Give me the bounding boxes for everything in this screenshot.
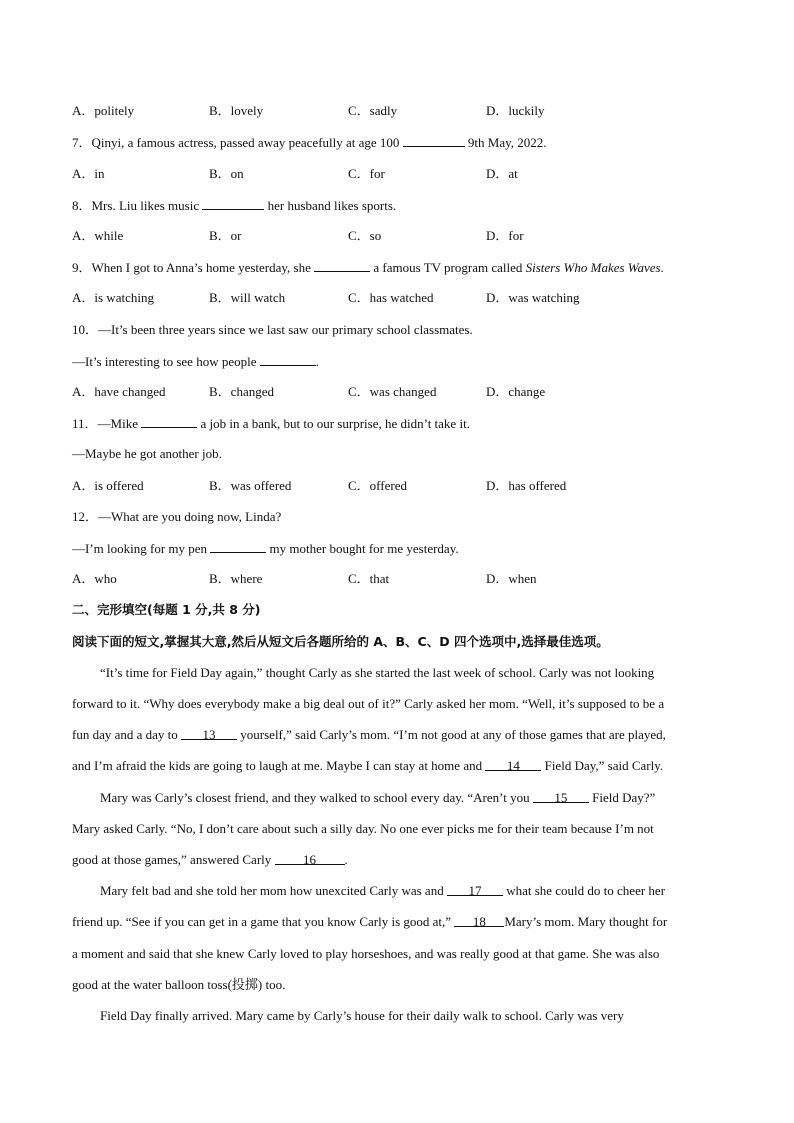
q11-option-d[interactable]: D．has offered bbox=[486, 478, 567, 493]
passage-line: Mary felt bad and she told her mom how unexcited Carly was and 17 what she could do to cheer her bbox=[100, 883, 666, 898]
q7-option-a[interactable]: A．in bbox=[72, 166, 105, 181]
passage-line: “It’s time for Field Day again,” thought Carly as she started the last week of school. Carly was not looking bbox=[100, 665, 655, 680]
q6-option-d[interactable]: D．luckily bbox=[486, 103, 545, 118]
q11-option-a[interactable]: A．is offered bbox=[72, 478, 144, 493]
q8-stem: 8．Mrs. Liu likes music her husband likes sports. bbox=[72, 198, 397, 213]
section-instruction: 阅读下面的短文,掌握其大意,然后从短文后各题所给的 A、B、C、D 四个选项中,选择最佳选项。 bbox=[72, 634, 609, 649]
q7-option-d[interactable]: D．at bbox=[486, 166, 518, 181]
cloze-blank-14[interactable]: 14 bbox=[485, 758, 541, 771]
q9-option-d[interactable]: D．was watching bbox=[486, 290, 580, 305]
q6-option-c[interactable]: C．sadly bbox=[348, 103, 398, 118]
passage-line: a moment and said that she knew Carly loved to play horseshoes, and was really good at that game. She was also bbox=[72, 946, 660, 961]
q8-option-b[interactable]: B．or bbox=[209, 228, 242, 243]
section-heading: 二、完形填空(每题 1 分,共 8 分) bbox=[72, 602, 261, 617]
cloze-blank-13[interactable]: 13 bbox=[181, 727, 237, 740]
passage-line: and I’m afraid the kids are going to laugh at me. Maybe I can stay at home and 14 Field Day,” said Carly. bbox=[72, 758, 664, 773]
q11-line1: 11．—Mike a job in a bank, but to our surprise, he didn’t take it. bbox=[72, 416, 470, 431]
q10-option-b[interactable]: B．changed bbox=[209, 384, 274, 399]
q10-line2: —It’s interesting to see how people . bbox=[72, 354, 319, 369]
passage-line: Mary was Carly’s closest friend, and they walked to school every day. “Aren’t you 15 Field Day?” bbox=[100, 790, 656, 805]
q8-blank bbox=[202, 197, 264, 210]
q9-option-b[interactable]: B．will watch bbox=[209, 290, 286, 305]
q9-blank bbox=[314, 259, 370, 272]
program-title: Sisters Who Makes Waves bbox=[525, 260, 661, 275]
q11-blank bbox=[141, 415, 197, 428]
q6-option-a[interactable]: A．politely bbox=[72, 103, 135, 118]
q10-option-a[interactable]: A．have changed bbox=[72, 384, 166, 399]
q9-option-c[interactable]: C．has watched bbox=[348, 290, 434, 305]
q7-stem: 7．Qinyi, a famous actress, passed away peacefully at age 100 9th May, 2022. bbox=[72, 135, 547, 150]
passage-line: Mary asked Carly. “No, I don’t care about such a silly day. No one ever picks me for their team because I’m not bbox=[72, 821, 654, 836]
q7-option-b[interactable]: B．on bbox=[209, 166, 244, 181]
q8-option-c[interactable]: C．so bbox=[348, 228, 382, 243]
cloze-blank-15[interactable]: 15 bbox=[533, 790, 589, 803]
cloze-blank-16[interactable]: 16 bbox=[275, 852, 345, 865]
q7-option-c[interactable]: C．for bbox=[348, 166, 385, 181]
q12-line1: 12．—What are you doing now, Linda? bbox=[72, 509, 282, 524]
q11-line2: —Maybe he got another job. bbox=[72, 446, 222, 461]
q7-blank bbox=[403, 134, 465, 147]
q12-blank bbox=[210, 540, 266, 553]
passage-line: good at the water balloon toss(投掷) too. bbox=[72, 977, 286, 992]
q11-option-b[interactable]: B．was offered bbox=[209, 478, 292, 493]
q10-blank bbox=[260, 353, 316, 366]
q10-option-d[interactable]: D．change bbox=[486, 384, 546, 399]
cloze-blank-18[interactable]: 18 bbox=[454, 914, 504, 927]
passage-line: fun day and a day to 13 yourself,” said Carly’s mom. “I’m not good at any of those games that are played, bbox=[72, 727, 666, 742]
q12-option-a[interactable]: A．who bbox=[72, 571, 117, 586]
passage-line: forward to it. “Why does everybody make a big deal out of it?” Carly asked her mom. “Well, it’s supposed to be a bbox=[72, 696, 665, 711]
passage-line: Field Day finally arrived. Mary came by Carly’s house for their daily walk to school. Carly was very bbox=[100, 1008, 624, 1023]
q11-option-c[interactable]: C．offered bbox=[348, 478, 407, 493]
cloze-blank-17[interactable]: 17 bbox=[447, 883, 503, 896]
q12-option-b[interactable]: B．where bbox=[209, 571, 263, 586]
q8-option-d[interactable]: D．for bbox=[486, 228, 524, 243]
q12-option-d[interactable]: D．when bbox=[486, 571, 537, 586]
q8-option-a[interactable]: A．while bbox=[72, 228, 124, 243]
q12-option-c[interactable]: C．that bbox=[348, 571, 390, 586]
q10-line1: 10．—It’s been three years since we last saw our primary school classmates. bbox=[72, 322, 473, 337]
q6-option-b[interactable]: B．lovely bbox=[209, 103, 264, 118]
q9-option-a[interactable]: A．is watching bbox=[72, 290, 154, 305]
q9-stem: 9．When I got to Anna’s home yesterday, she a famous TV program called Sisters Who Makes Waves. bbox=[72, 260, 664, 275]
q10-option-c[interactable]: C．was changed bbox=[348, 384, 437, 399]
q12-line2: —I’m looking for my pen my mother bought for me yesterday. bbox=[72, 541, 459, 556]
passage-line: friend up. “See if you can get in a game that you know Carly is good at,” 18 Mary’s mom. Mary thought for bbox=[72, 914, 668, 929]
passage-line: good at those games,” answered Carly 16 . bbox=[72, 852, 348, 867]
